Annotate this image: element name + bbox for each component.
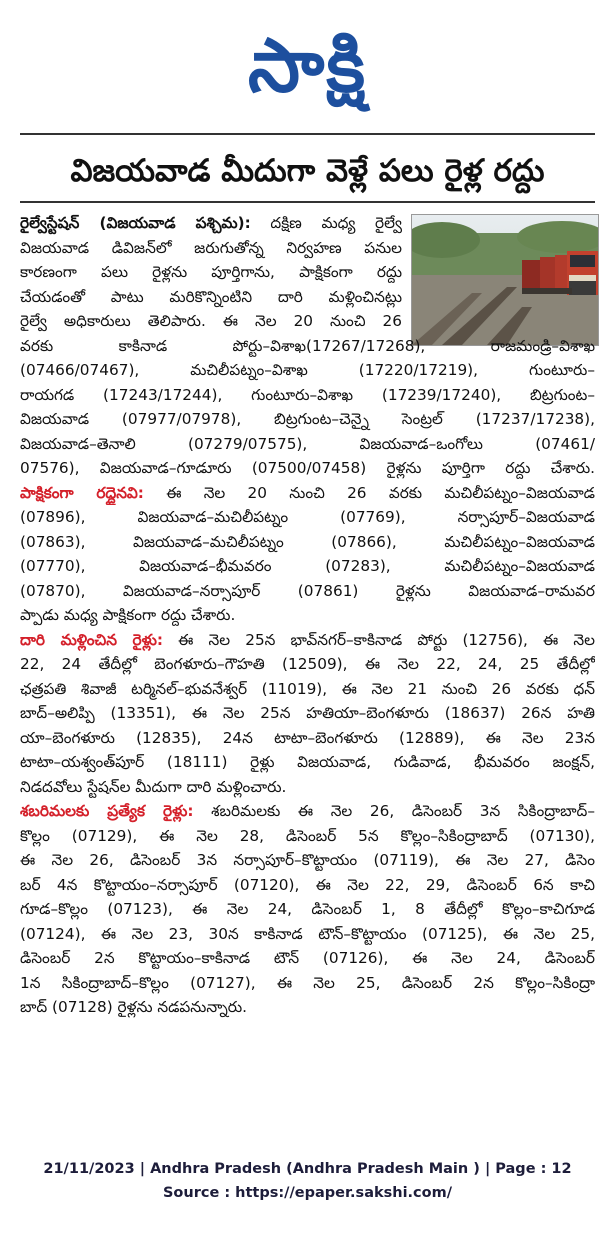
article-line: ప్పాడు మధ్య పాక్షికంగా రద్దు చేశారు. bbox=[20, 606, 236, 624]
article-line: (07896), విజయవాడ–మచిలీపట్నం (07769), నర్సాపూర్–విజయవాడ bbox=[20, 508, 595, 526]
article-intro-narrow bbox=[20, 211, 402, 334]
article-line: చేయడంతో పాటు మరికొన్నింటిని దారి మళ్లించినట్లు bbox=[20, 287, 402, 306]
article-line: ఈ నెల 26, డిసెంబర్ 3న నర్సాపూర్–కొట్టాయం (07119), ఈ నెల 27, డిసెం bbox=[20, 851, 595, 869]
article-line: (07124), ఈ నెల 23, 30న కాకినాడ టౌన్–కొట్టాయం (07125), ఈ నెల 25, bbox=[20, 924, 595, 943]
article-line: విజయవాడ (07977/07978), బిట్రగుంట–చెన్నై సెంట్రల్ (17237/17238), bbox=[20, 410, 595, 428]
article-line: డిసెంబర్ 2న కొట్టాయం–కాకినాడ టౌన్ (07126), ఈ నెల 24, డిసెంబర్ bbox=[20, 949, 595, 967]
sabarimala-heading: శబరిమలకు ప్రత్యేక రైళ్లు: bbox=[20, 802, 194, 820]
masthead-logo: సాక్షి bbox=[248, 23, 367, 109]
article-line: టాటా–యశ్వంత్‌పూర్ (18111) రైళ్లు విజయవాడ, గుడివాడ, భీమవరం జంక్షన్, bbox=[20, 753, 595, 771]
article-line: 22, 24 తేదీల్లో బెంగళూరు–గౌహతి (12509), ఈ నెల 22, 24, 25 తేదీల్లో bbox=[20, 655, 595, 673]
article-line bbox=[20, 481, 595, 506]
sabarimala-specials bbox=[20, 799, 595, 1020]
article-line: వరకు కాకినాడ పోర్టు–విశాఖ(17267/17268), రాజమండ్రి–విశాఖ bbox=[20, 336, 595, 355]
article-line: యా–బెంగళూరు (12835), 24న టాటా–బెంగళూరు (12889), ఈ నెల 23న bbox=[20, 728, 595, 747]
article-line: కారణంగా పలు రైళ్లను పూర్తిగాను, పాక్షికంగా రద్దు bbox=[20, 263, 402, 281]
dateline: రైల్వేస్టేషన్ (విజయవాడ పశ్చిమ): bbox=[20, 214, 251, 232]
partial-heading: పాక్షికంగా రద్దైనవి: bbox=[20, 483, 144, 502]
article-line: రైల్వే అధికారులు తెలిపారు. ఈ నెల 20 నుంచి 26 bbox=[20, 312, 402, 330]
article-line: ఛత్రపతి శివాజీ టర్మినల్–భువనేశ్వర్ (11019), ఈ నెల 21 నుంచి 26 వరకు ధన్ bbox=[20, 679, 595, 698]
headline-divider bbox=[20, 201, 595, 203]
article-line: కొల్లం (07129), ఈ నెల 28, డిసెంబర్ 5న కొల్లం–సికింద్రాబాద్ (07130), bbox=[20, 826, 595, 845]
article-line: నిడదవోలు స్టేషన్‌ల మీదుగా దారి మళ్లించారు. bbox=[20, 777, 287, 796]
article-line: (07870), విజయవాడ–నర్సాపూర్ (07861) రైళ్లను విజయవాడ–రామవర bbox=[20, 581, 595, 600]
article-line: బాద్–అలిప్పి (13351), ఈ నెల 25న హతియా–బెంగళూరు (18637) 26న హతి bbox=[20, 704, 595, 722]
article-line: విజయవాడ డివిజన్‌లో జరుగుతోన్న నిర్వహణ పనుల bbox=[20, 238, 402, 257]
article-intro-wide bbox=[20, 334, 595, 481]
partial-cancellations bbox=[20, 481, 595, 628]
article-line: బాద్ (07128) రైళ్లను నడపనున్నారు. bbox=[20, 998, 248, 1016]
diverted-heading: దారి మళ్లించిన రైళ్లు: bbox=[20, 630, 163, 649]
article-line bbox=[20, 799, 595, 824]
article-line: విజయవాడ–తెనాలి (07279/07575), విజయవాడ–ఒంగోలు (07461/ bbox=[20, 434, 595, 453]
footer-source: Source : https://epaper.sakshi.com/ bbox=[162, 1185, 453, 1201]
footer-edition-info: 21/11/2023 | Andhra Pradesh (Andhra Pradesh Main ) | Page : 12 bbox=[43, 1161, 572, 1177]
article-line: గూడ–కొల్లం (07123), ఈ నెల 24, డిసెంబర్ 1, 8 తేదీల్లో కొల్లం–కాచిగూడ bbox=[20, 900, 595, 918]
article-line: (07863), విజయవాడ–మచిలీపట్నం (07866), మచిలీపట్నం–విజయవాడ bbox=[20, 532, 595, 551]
article-line-text: ఈ నెల 20 నుంచి 26 వరకు మచిలీపట్నం–విజయవాడ bbox=[143, 483, 595, 502]
diverted-trains bbox=[20, 628, 595, 800]
headline: విజయవాడ మీదుగా వెళ్లే పలు రైళ్ల రద్దు bbox=[70, 153, 545, 189]
article-line-text: శబరిమలకు ఈ నెల 26, డిసెంబర్ 3న సికింద్రాబాద్– bbox=[193, 802, 595, 820]
article-line-text: ఈ నెల 25న భావ్‌నగర్–కాకినాడ పోర్టు (12756), ఈ నెల bbox=[162, 630, 595, 649]
article-line: (07466/07467), మచిలీపట్నం–విశాఖ (17220/17219), గుంటూరు– bbox=[20, 361, 595, 379]
masthead-divider bbox=[20, 133, 595, 135]
article-line: 07576), విజయవాడ–గూడూరు (07500/07458) రైళ్లను పూర్తిగా రద్దు చేశారు. bbox=[20, 459, 595, 477]
article-line: 1న సికింద్రాబాద్–కొల్లం (07127), ఈ నెల 25, డిసెంబర్ 2న కొల్లం–సికింద్రా bbox=[20, 973, 595, 992]
train-photo bbox=[411, 214, 599, 346]
article-line bbox=[20, 211, 402, 236]
article-line-text: దక్షిణ మధ్య రైల్వే bbox=[270, 214, 402, 232]
article-line: రాయగడ (17243/17244), గుంటూరు–విశాఖ (17239/17240), బిట్రగుంట– bbox=[20, 385, 595, 404]
article-line: (07770), విజయవాడ–భీమవరం (07283), మచిలీపట్నం–విజయవాడ bbox=[20, 557, 595, 575]
article-line bbox=[20, 628, 595, 653]
article-line: బర్ 4న కొట్టాయం–నర్సాపూర్ (07120), ఈ నెల 22, 29, డిసెంబర్ 6న కాచి bbox=[20, 875, 595, 894]
